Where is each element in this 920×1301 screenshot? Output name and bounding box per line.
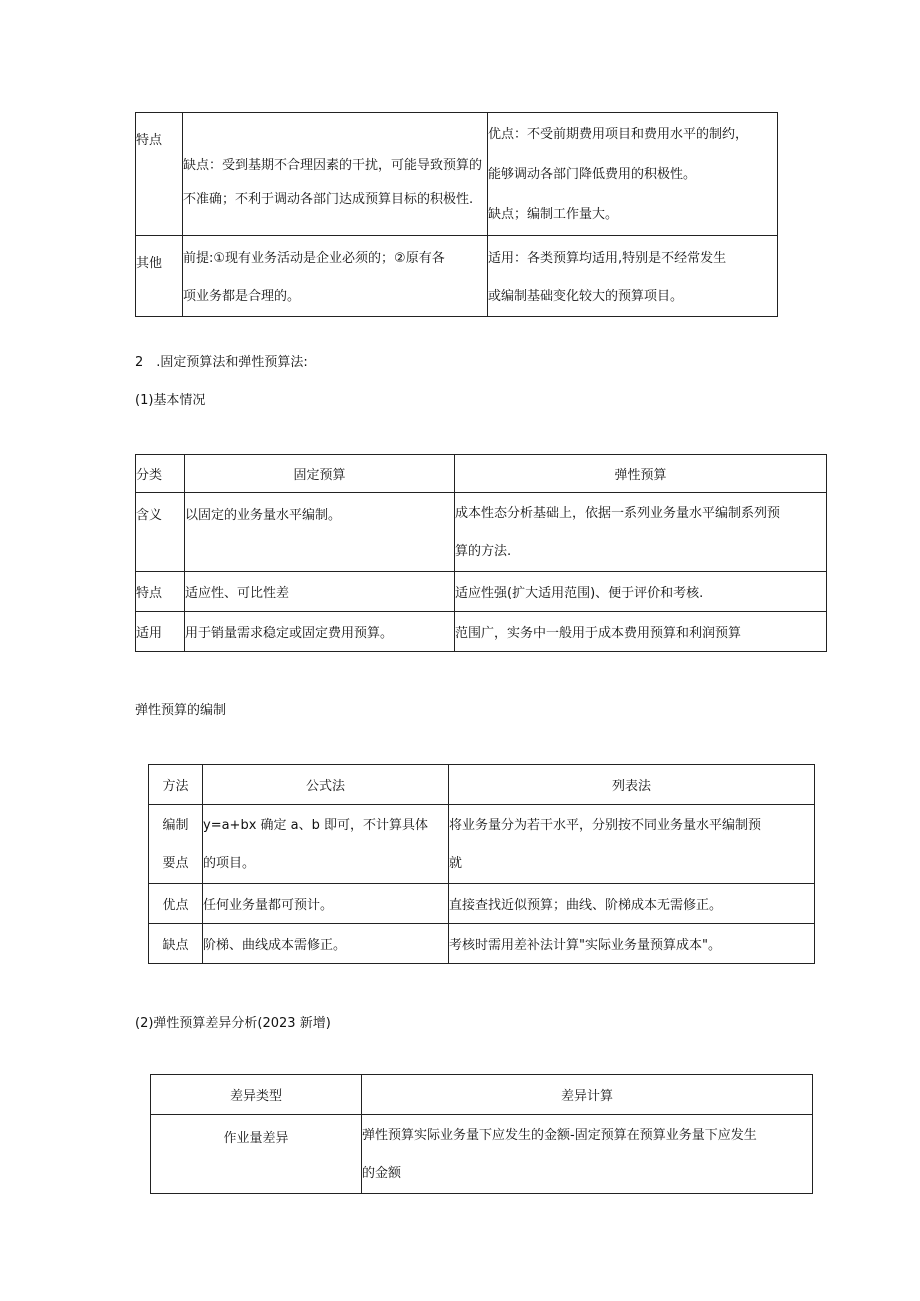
flexible-meaning: 成本性态分析基础上，依据一系列业务量水平编制系列预 算的方法.	[455, 493, 827, 572]
header-method: 方法	[149, 765, 203, 805]
table-row	[136, 236, 778, 317]
table-row	[136, 612, 827, 652]
row-label-other: 其他	[136, 236, 183, 317]
table-row	[149, 884, 815, 924]
subsection-heading: 弹性预算的编制	[135, 703, 227, 718]
features-disadvantages: 缺点：受到基期不合理因素的干扰，可能导致预算的 不准确；不利于调动各部门达成预算目标的积极性.	[183, 113, 488, 236]
section-heading: 2 .固定预算法和弹性预算法:	[135, 355, 308, 370]
table-row	[149, 924, 815, 964]
header-formula-method: 公式法	[203, 765, 449, 805]
variance-analysis-table	[150, 1074, 813, 1194]
zero-based-budget-table	[135, 112, 778, 317]
table-row	[136, 113, 778, 236]
row-label-key-points: 编制 要点	[149, 805, 203, 884]
row-label-advantages: 优点	[149, 884, 203, 924]
header-fixed-budget: 固定预算	[185, 455, 455, 493]
flexible-applicable: 范围广，实务中一般用于成本费用预算和利润预算	[455, 612, 827, 652]
header-category: 分类	[136, 455, 185, 493]
variance-type-cell: 作业量差异	[151, 1115, 362, 1194]
row-label-meaning: 含义	[136, 493, 185, 572]
features-advantages: 优点：不受前期费用项目和费用水平的制约， 能够调动各部门降低费用的积极性。 缺点；编制工作量大。	[488, 113, 778, 236]
other-premise: 前提:①现有业务活动是企业必须的；②原有各 项业务都是合理的。	[183, 236, 488, 317]
table-header-row	[151, 1075, 813, 1115]
header-flexible-budget: 弹性预算	[455, 455, 827, 493]
formula-advantages: 任何业务量都可预计。	[203, 884, 449, 924]
table-row	[136, 572, 827, 612]
list-advantages: 直接查找近似预算；曲线、阶梯成本无需修正。	[449, 884, 815, 924]
header-variance-calc: 差异计算	[362, 1075, 813, 1115]
row-label-disadvantages: 缺点	[149, 924, 203, 964]
row-label-applicable: 适用	[136, 612, 185, 652]
flexible-compile-table	[148, 764, 815, 964]
table-row	[149, 805, 815, 884]
list-disadvantages: 考核时需用差补法计算"实际业务量预算成本"。	[449, 924, 815, 964]
subsection-heading: (2)弹性预算差异分析(2023 新增)	[135, 1016, 331, 1031]
formula-disadvantages: 阶梯、曲线成本需修正。	[203, 924, 449, 964]
flexible-features: 适应性强(扩大适用范围)、便于评价和考核.	[455, 572, 827, 612]
header-list-method: 列表法	[449, 765, 815, 805]
row-label-features: 特点	[136, 572, 185, 612]
header-variance-type: 差异类型	[151, 1075, 362, 1115]
list-key-points: 将业务量分为若干水平，分别按不同业务量水平编制预 就	[449, 805, 815, 884]
fixed-vs-flexible-table	[135, 454, 827, 652]
table-header-row	[136, 455, 827, 493]
table-row	[136, 493, 827, 572]
table-header-row	[149, 765, 815, 805]
table-row	[151, 1115, 813, 1194]
fixed-applicable: 用于销量需求稳定或固定费用预算。	[185, 612, 455, 652]
row-label-features: 特点	[136, 113, 183, 236]
fixed-features: 适应性、可比性差	[185, 572, 455, 612]
formula-key-points: y=a+bx 确定 a、b 即可，不计算具体 的项目。	[203, 805, 449, 884]
variance-calc-cell: 弹性预算实际业务量下应发生的金额-固定预算在预算业务量下应发生 的金额	[362, 1115, 813, 1194]
subsection-heading: (1)基本情况	[135, 393, 206, 408]
other-applicable: 适用：各类预算均适用,特别是不经常发生 或编制基础变化较大的预算项目。	[488, 236, 778, 317]
fixed-meaning: 以固定的业务量水平编制。	[185, 493, 455, 572]
